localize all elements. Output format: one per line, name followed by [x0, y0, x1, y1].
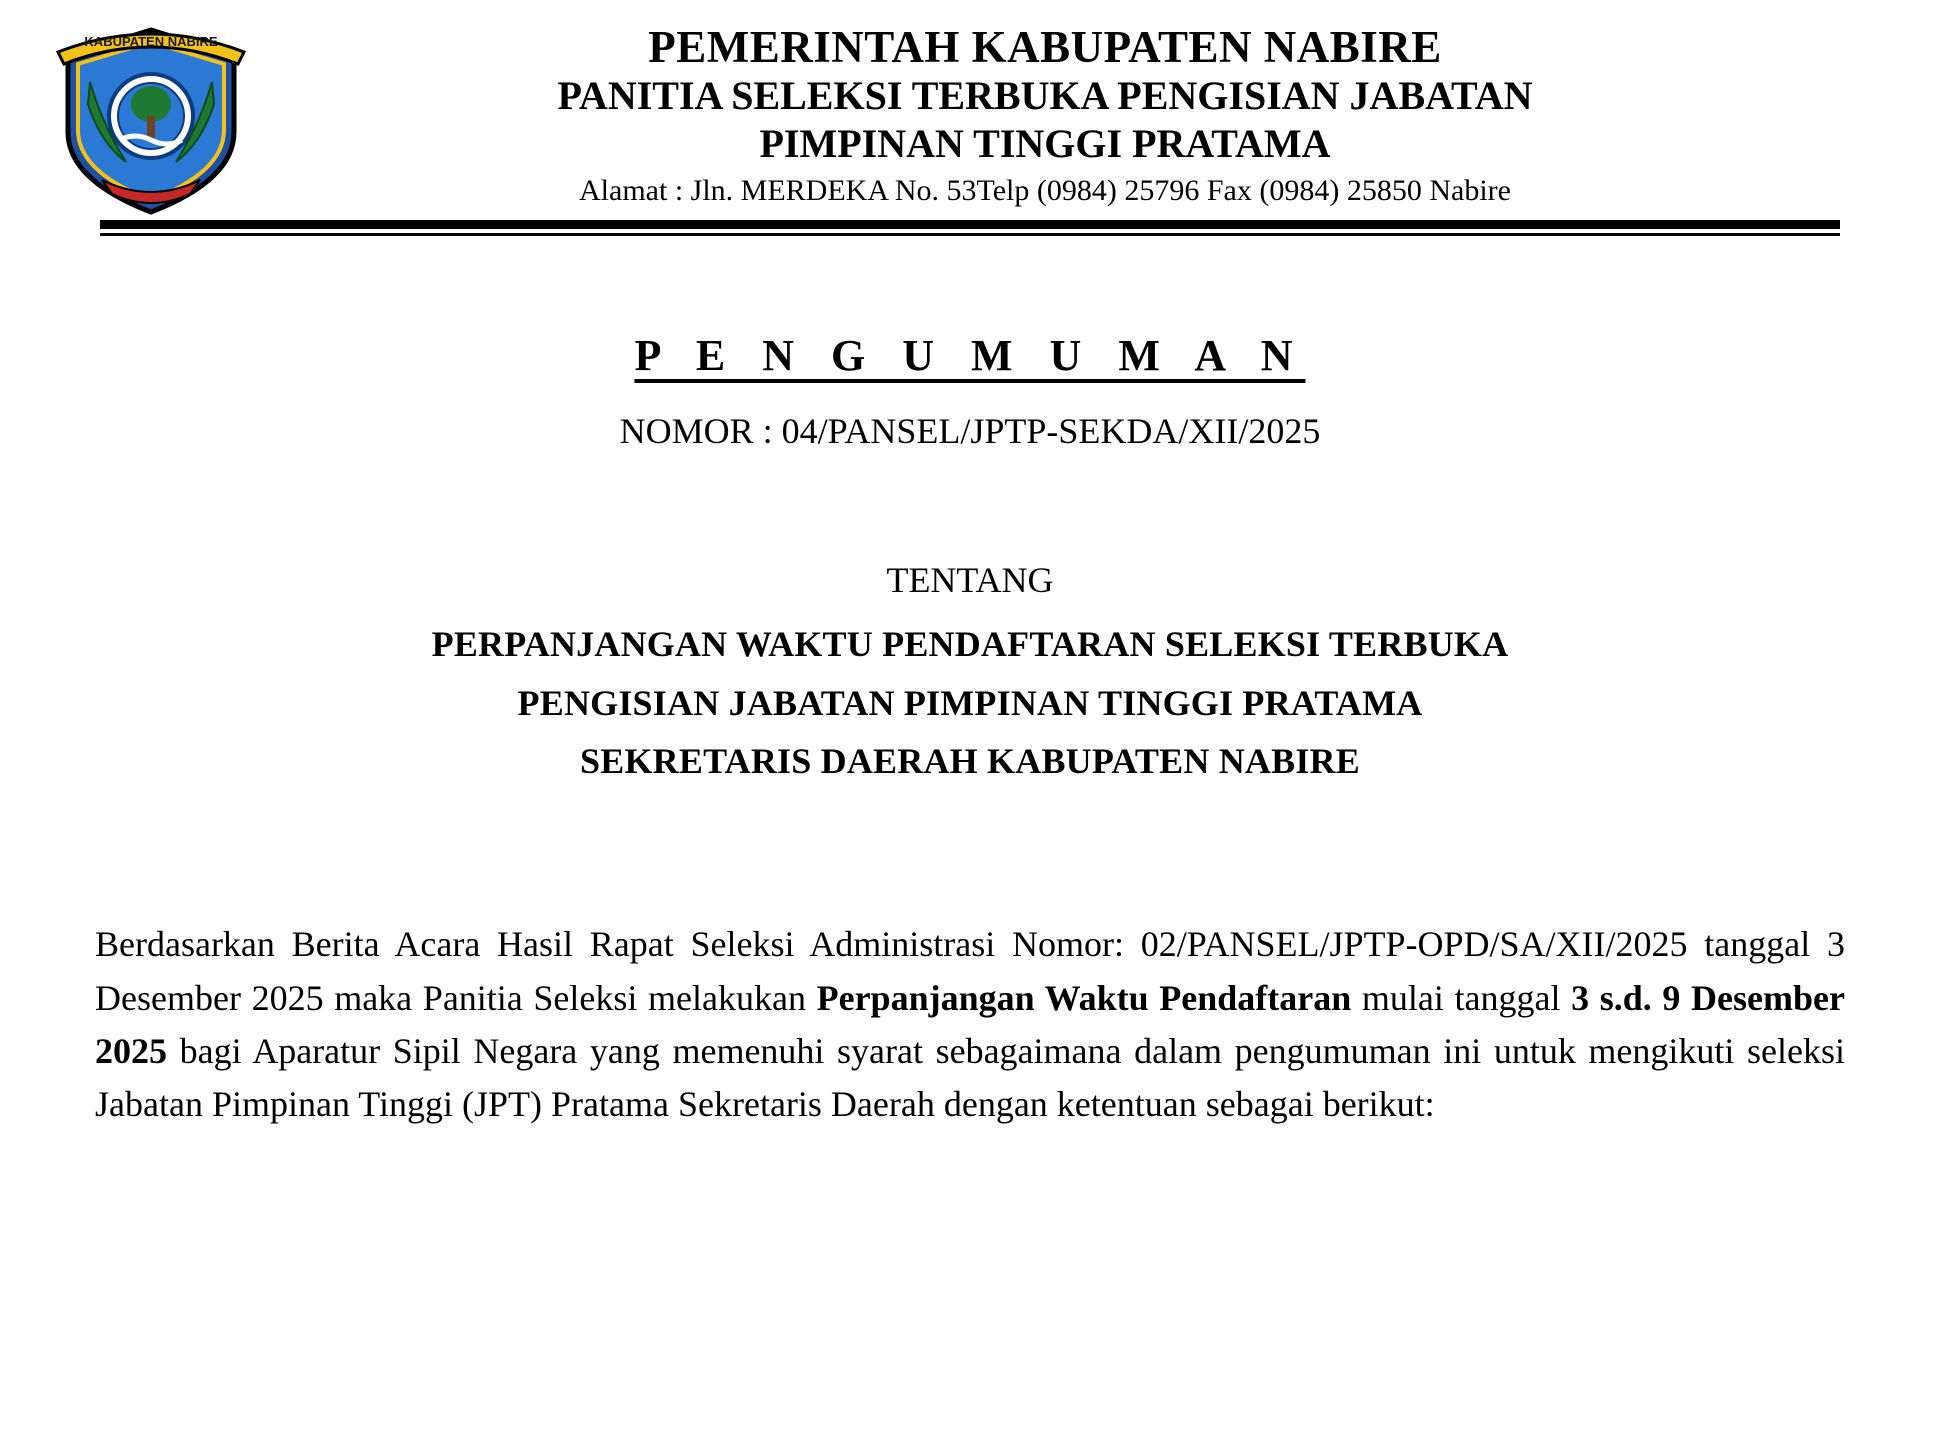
about-block [0, 558, 1940, 790]
regency-crest-icon [40, 12, 262, 224]
letterhead-divider [100, 220, 1840, 236]
about-subject-line-1: PERPANJANGAN WAKTU PENDAFTARAN SELEKSI TERBUKA [431, 624, 1509, 665]
title-block [0, 332, 1940, 454]
letterhead-line-committee: PANITIA SELEKSI TERBUKA PENGISIAN JABATAN [557, 73, 1533, 119]
about-subject-line-2: PENGISIAN JABATAN PIMPINAN TINGGI PRATAMA [517, 682, 1423, 723]
svg-text:KABUPATEN NABIRE: KABUPATEN NABIRE [84, 34, 218, 49]
document-title: P E N G U M U M A N [634, 330, 1306, 380]
letterhead [0, 0, 1940, 210]
divider-thick-line [100, 220, 1840, 229]
body-text-part-1: Berdasarkan Berita Acara Hasil Rapat Seleksi Administrasi Nomor: 02/PANSEL/JPTP-OPD/SA/XII/2025 tanggal 3 Desember 2025 maka Panitia Seleksi melakukan [95, 924, 1845, 1018]
about-label: TENTANG [886, 560, 1054, 601]
letterhead-line-government: PEMERINTAH KABUPATEN NABIRE [648, 22, 1442, 72]
body-bold-tanggal: 3 s.d. 9 Desember 2025 [95, 977, 1845, 1071]
letterhead-line-position: PIMPINAN TINGGI PRATAMA [759, 120, 1331, 166]
body-bold-perpanjangan: Perpanjangan Waktu Pendaftaran [816, 977, 1352, 1018]
letterhead-address: Alamat : Jln. MERDEKA No. 53Telp (0984) 25796 Fax (0984) 25850 Nabire [579, 173, 1511, 207]
document-number: NOMOR : 04/PANSEL/JPTP-SEKDA/XII/2025 [619, 411, 1321, 452]
about-subject-line-3: SEKRETARIS DAERAH KABUPATEN NABIRE [580, 740, 1360, 781]
body-text-part-2: mulai tanggal [1351, 977, 1572, 1018]
body-text-part-3: bagi Aparatur Sipil Negara yang memenuhi syarat sebagaimana dalam pengumuman ini untuk mengikuti seleksi Jabatan Pimpinan Tinggi (JPT) Pratama Sekretaris Daerah dengan ketentuan sebagai berikut: [95, 1030, 1845, 1125]
body-paragraph [95, 918, 1845, 1131]
letterhead-text [100, 22, 1840, 210]
divider-thin-line [100, 233, 1840, 236]
